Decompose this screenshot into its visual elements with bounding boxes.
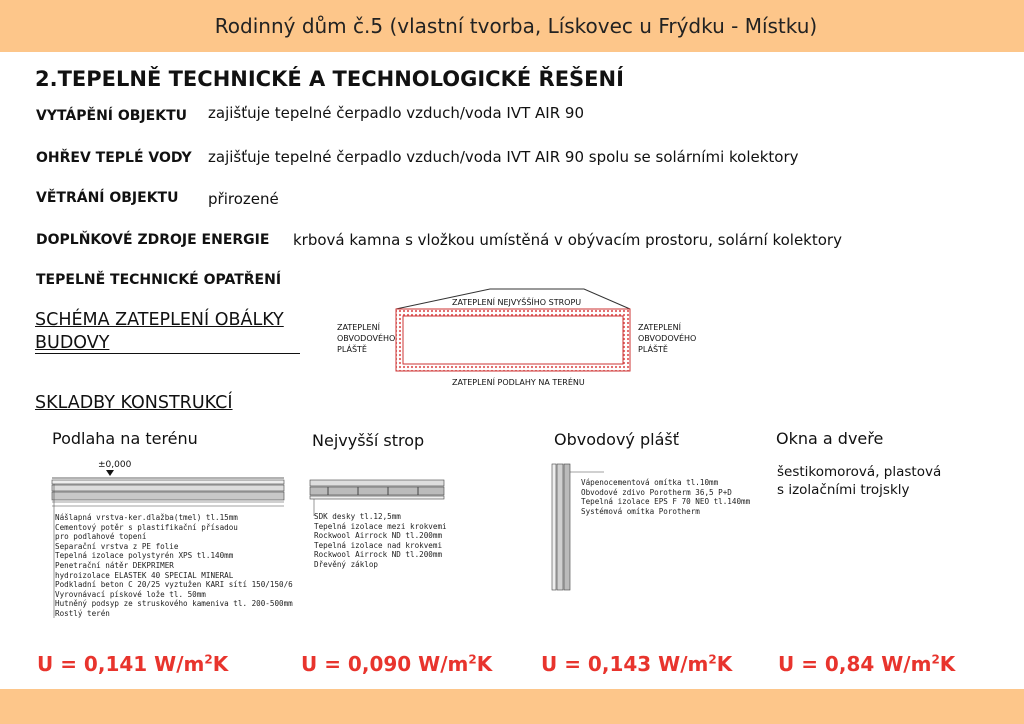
- value-heating: zajišťuje tepelné čerpadlo vzduch/voda IVT AIR 90: [208, 104, 584, 122]
- wall-insulation-label-left: [337, 322, 395, 355]
- roof-layer-5: Rockwool Airrock ND tl.200mm: [314, 550, 443, 560]
- floor-layer-9: Vyrovnávací pískové lože tl. 50mm: [55, 589, 206, 599]
- roof-title: Nejvyšší strop: [312, 431, 425, 450]
- wall-layers: [581, 478, 750, 516]
- wall-layer-2: Obvodové zdivo Porotherm 36,5 P+D: [581, 487, 732, 497]
- roof-layer-3: Rockwool Airrock ND tl.200mm: [314, 531, 443, 541]
- roof-insulation-label: ZATEPLENÍ NEJVYŠŠÍHO STROPU: [452, 298, 582, 307]
- windows-desc-line2: s izolačními trojskly: [777, 482, 910, 498]
- wall-right-line3: PLÁŠTĚ: [638, 345, 668, 354]
- floor-level-label: ±0,000: [98, 460, 132, 470]
- wall-right-line2: OBVODOVÉHO: [638, 334, 697, 343]
- label-additional-energy: DOPLŇKOVÉ ZDROJE ENERGIE: [36, 232, 270, 248]
- wall-title: Obvodový plášť: [554, 430, 679, 449]
- wall-right-line1: ZATEPLENÍ: [638, 323, 681, 332]
- floor-layer-6: Penetrační nátěr DEKPRIMER: [55, 560, 174, 570]
- floor-layers: [55, 513, 293, 619]
- value-additional-energy: krbová kamna s vložkou umístěná v obývacím prostoru, solární kolektory: [293, 231, 842, 249]
- u-roof-sup: 2: [468, 652, 477, 667]
- page-title: Rodinný dům č.5 (vlastní tvorba, Lískovec u Frýdku - Místku): [214, 14, 818, 38]
- floor-layer-2: Cementový potěr s plastifikační přísadou: [55, 522, 238, 532]
- floor-insulation-label: ZATEPLENÍ PODLAHY NA TERÉNU: [452, 378, 585, 387]
- wall-left-line1: ZATEPLENÍ: [337, 323, 380, 332]
- roof-layer-1: SDK desky tl.12,5mm: [314, 512, 401, 521]
- u-floor-unit: K: [212, 652, 229, 676]
- u-windows-unit: K: [939, 652, 956, 676]
- label-hot-water: OHŘEV TEPLÉ VODY: [36, 150, 192, 166]
- value-ventilation: přirozené: [208, 190, 279, 208]
- label-thermal-measures: TEPELNĚ TECHNICKÉ OPATŘENÍ: [36, 272, 282, 288]
- section-heading: 2.TEPELNĚ TECHNICKÉ A TECHNOLOGICKÉ ŘEŠENÍ: [35, 67, 624, 91]
- wall-left-line2: OBVODOVÉHO: [337, 334, 396, 343]
- floor-layer-11: Rostlý terén: [55, 608, 110, 618]
- wall-layer-3: Tepelná izolace EPS F 70 NEO tl.140mm: [581, 497, 751, 507]
- floor-layer-7: hydroizolace ELASTEK 40 SPECIAL MINERAL: [55, 570, 234, 580]
- header-band: [0, 0, 1024, 52]
- roof-layer-6: Dřevěný záklop: [314, 559, 379, 569]
- u-roof-text: U = 0,090 W/m: [301, 652, 469, 676]
- floor-layer-3: pro podlahové topení: [55, 532, 147, 542]
- u-floor-text: U = 0,141 W/m: [37, 652, 205, 676]
- floor-title: Podlaha na terénu: [52, 429, 198, 448]
- roof-layer-2: Tepelná izolace mezi krokvemi: [314, 521, 447, 531]
- u-value-floor: [37, 652, 228, 676]
- floor-layer-4: Separační vrstva z PE folie: [55, 541, 179, 551]
- u-floor-sup: 2: [204, 652, 213, 667]
- u-roof-unit: K: [476, 652, 493, 676]
- floor-layer-10: Hutněný podsyp ze struskového kameniva tl. 200-500mm: [55, 599, 293, 609]
- floor-layer-1: Nášlapná vrstva-ker.dlažba(tmel) tl.15mm: [55, 513, 238, 522]
- u-value-windows: [778, 652, 955, 676]
- skladby-title: SKLADBY KONSTRUKCÍ: [35, 393, 233, 413]
- u-wall-unit: K: [716, 652, 733, 676]
- footer-band: [0, 689, 1024, 724]
- label-ventilation: VĚTRÁNÍ OBJEKTU: [36, 190, 179, 206]
- building-interior: [403, 316, 623, 364]
- u-wall-text: U = 0,143 W/m: [541, 652, 709, 676]
- wall-left-line3: PLÁŠTĚ: [337, 345, 367, 354]
- windows-desc-line1: šestikomorová, plastová: [777, 464, 942, 480]
- value-hot-water: zajišťuje tepelné čerpadlo vzduch/voda IVT AIR 90 spolu se solárními kolektory: [208, 148, 799, 166]
- roof-layers: [314, 512, 447, 570]
- wall-insulation-label-right: [638, 322, 696, 355]
- u-windows-text: U = 0,84 W/m: [778, 652, 932, 676]
- schema-title-line2: BUDOVY: [35, 333, 110, 353]
- wall-layer-4: Systémová omítka Porotherm: [581, 506, 700, 516]
- windows-title: Okna a dveře: [776, 429, 884, 448]
- schema-title-line1: SCHÉMA ZATEPLENÍ OBÁLKY: [35, 310, 284, 330]
- u-wall-sup: 2: [708, 652, 717, 667]
- floor-layer-8: Podkladní beton C 20/25 vyztužen KARI sítí 150/150/6: [55, 580, 293, 590]
- roof-layer-4: Tepelná izolace nad krokvemi: [314, 540, 443, 550]
- u-windows-sup: 2: [931, 652, 940, 667]
- u-value-wall: [541, 652, 732, 676]
- u-value-roof: [301, 652, 492, 676]
- label-heating: VYTÁPĚNÍ OBJEKTU: [36, 108, 188, 124]
- floor-layer-5: Tepelná izolace polystyrén XPS tl.140mm: [55, 551, 234, 561]
- schema-title-underline: [35, 353, 300, 354]
- wall-layer-1: Vápenocementová omítka tl.10mm: [581, 478, 719, 487]
